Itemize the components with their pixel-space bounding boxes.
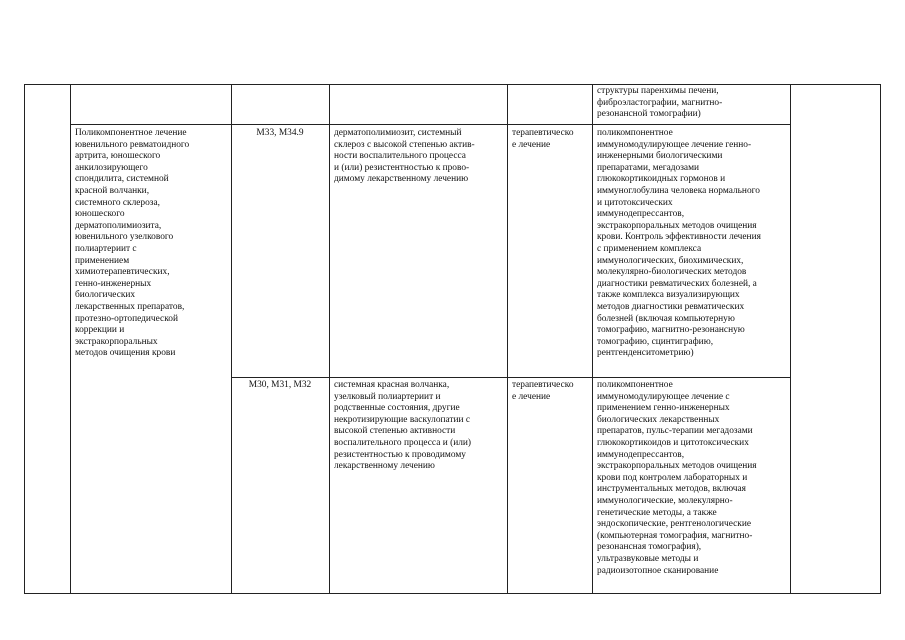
column-divider-1: [70, 84, 71, 594]
row1-methods-cell: поликомпонентное иммуномодулирующее лечение генно- инженерными биологическими препаратами, мегадозами глюкокортикоидных гормонов и иммуноглобулина человека нормального и цитотоксических иммунодепрессантов, экстракорпоральных методов очищения крови. Контроль эффективности лечения с применением комплекса иммунологических, биохимических, молекулярно-биологических методов диагностики ревматических болезней, а также комплекса визуализирующих методов диагностики ревматических болезней (включая компьютерную томографию, магнитно-резонансную томографию, сцинтиграфию, рентгенденситометрию): [597, 128, 761, 359]
row1-treatment-name-cell: Поликомпонентное лечение ювенильного ревматоидного артрита, юношеского анкилозирующего спондилита, системной красной волчанки, системного склероза, юношеского дерматополимиозита, ювенильного узелкового полиартериит с применением химиотерапевтических, генно-инженерных биологических лекарственных препаратов, протезно-ортопедической коррекции и экстракорпоральных методов очищения крови: [75, 128, 190, 359]
column-divider-2: [231, 84, 232, 594]
column-divider-4: [507, 84, 508, 594]
column-divider-6: [790, 84, 791, 594]
row2-treatment-type-cell: терапевтическо е лечение: [512, 380, 574, 402]
row1-codes-cell: M33, M34.9: [256, 128, 304, 138]
row2-codes-cell: M30, M31, M32: [248, 380, 312, 390]
table-top-border: [24, 84, 881, 85]
row1-treatment-type-cell: терапевтическо е лечение: [512, 128, 574, 150]
table-right-border: [880, 84, 881, 594]
row1-diagnosis-cell: дерматополимиозит, системный склероз с высокой степенью актив- ности воспалительного процесса и (или) резистентностью к прово- димому лекарственному лечению: [334, 128, 475, 185]
row-separator-1: [70, 124, 790, 125]
row2-methods-cell: поликомпонентное иммуномодулирующее лечение с применением генно-инженерных биологических лекарственных препаратов, пульс-терапии мегадозами глюкокортикоидов и цитотоксических иммунодепрессантов, экстракорпоральных методов очищения крови под контролем лабораторных и инструментальных методов, включая иммунологические, молекулярно- генетические методы, а также эндоскопические, рентгенологические (компьютерная томография, магнитно- резонансная томография), ультразвуковые методы и радиоизотопное сканирование: [597, 380, 757, 576]
column-divider-5: [592, 84, 593, 594]
table-left-border: [24, 84, 25, 594]
row0-methods-cell: структуры паренхимы печени, фиброэластографии, магнитно- резонансной томографии): [597, 86, 723, 120]
row-separator-2: [231, 377, 790, 378]
table-bottom-border: [24, 593, 881, 594]
row2-diagnosis-cell: системная красная волчанка, узелковый полиартериит и родственные состояния, другие некротизирующие васкулопатии с высокой степенью активности воспалительного процесса и (или) резистентностью к проводимому лекарственному лечению: [334, 380, 472, 472]
column-divider-3: [329, 84, 330, 594]
